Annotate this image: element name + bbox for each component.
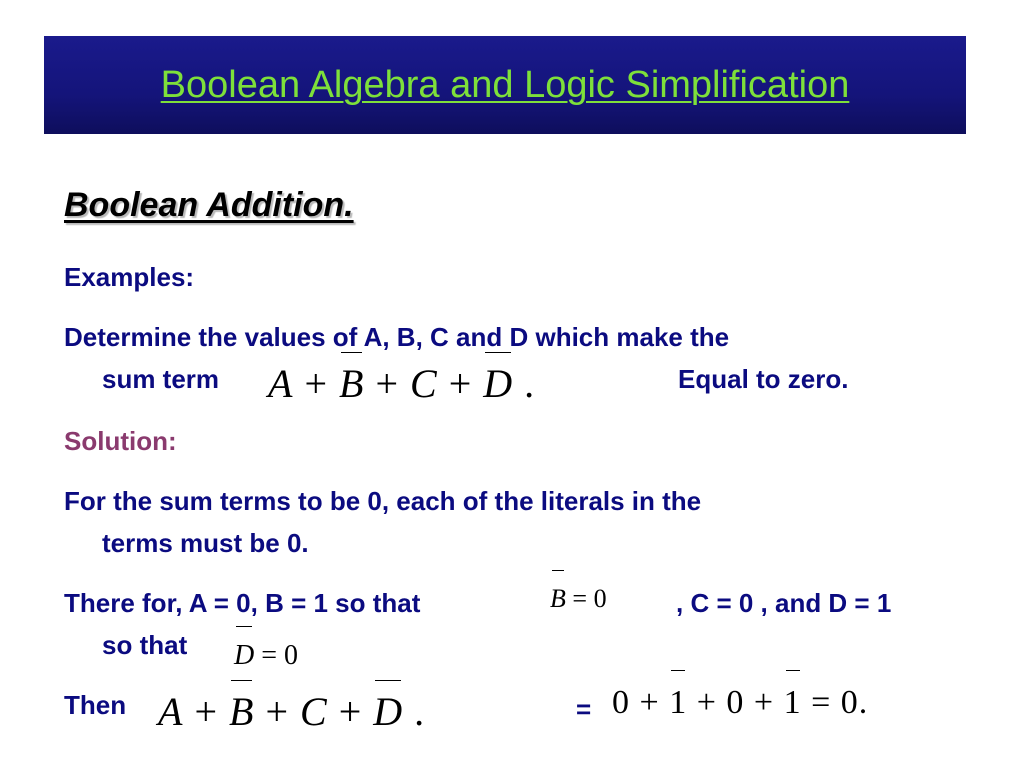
examples-label: Examples: [64,262,195,292]
section-heading: Boolean Addition. [64,186,354,224]
sum-term-formula [268,360,535,407]
reason-line-1: For the sum terms to be 0, each of the literals in the [64,486,702,516]
therefore-line-1-prefix: There for, A = 0, B = 1 so that [64,588,421,618]
formula-var-c: C [300,689,328,734]
formula-var-b-complement: B [550,584,566,613]
formula-var-d-complement: D [234,640,255,671]
formula-digit: 0 [726,684,745,721]
formula-plus: + [265,689,289,734]
formula-plus: + [639,684,660,721]
formula-digit-complement: 1 [669,684,688,721]
problem-line-1: Determine the values of A, B, C and D which make the [64,322,730,352]
formula-equals: = [811,684,832,721]
formula-period: . [414,689,426,734]
formula-var-a: A [268,361,294,406]
problem-line-2-suffix: Equal to zero. [678,364,849,394]
formula-equals: = [572,584,588,613]
formula-var-d-complement: D [483,361,514,406]
formula-value: 0 [284,640,299,671]
formula-digit: 0 [612,684,630,721]
formula-plus: + [304,361,328,406]
formula-plus: + [753,684,775,721]
problem-line-2-prefix: sum term [102,364,220,394]
formula-plus: + [448,361,473,406]
formula-plus: + [696,684,717,721]
formula-plus: + [338,689,363,734]
formula-plus: + [375,361,399,406]
slide-title: Boolean Algebra and Logic Simplification [160,64,850,106]
solution-label: Solution: [64,426,177,456]
formula-plus: + [194,689,218,734]
b-equals-zero-formula [550,584,607,614]
therefore-line-1-suffix: , C = 0 , and D = 1 [676,588,892,618]
formula-var-b-complement: B [339,361,365,406]
formula-period: . [524,361,536,406]
therefore-line-2-prefix: so that [102,630,188,660]
formula-var-d-complement: D [373,689,404,734]
title-bar [44,36,966,134]
formula-digit-complement: 1 [783,684,802,721]
formula-equals: = [261,640,278,671]
formula-var-c: C [410,361,438,406]
formula-var-a: A [158,689,184,734]
formula-var-b-complement: B [229,689,255,734]
formula-value: 0 [593,584,607,613]
d-equals-zero-formula [234,640,298,672]
formula-result: 0. [840,684,869,721]
numeric-evaluation-formula [612,684,868,722]
then-label: Then [64,690,127,720]
equals-sign: = [576,694,592,724]
sum-term-formula-repeat [158,688,425,735]
reason-line-2: terms must be 0. [102,528,309,558]
